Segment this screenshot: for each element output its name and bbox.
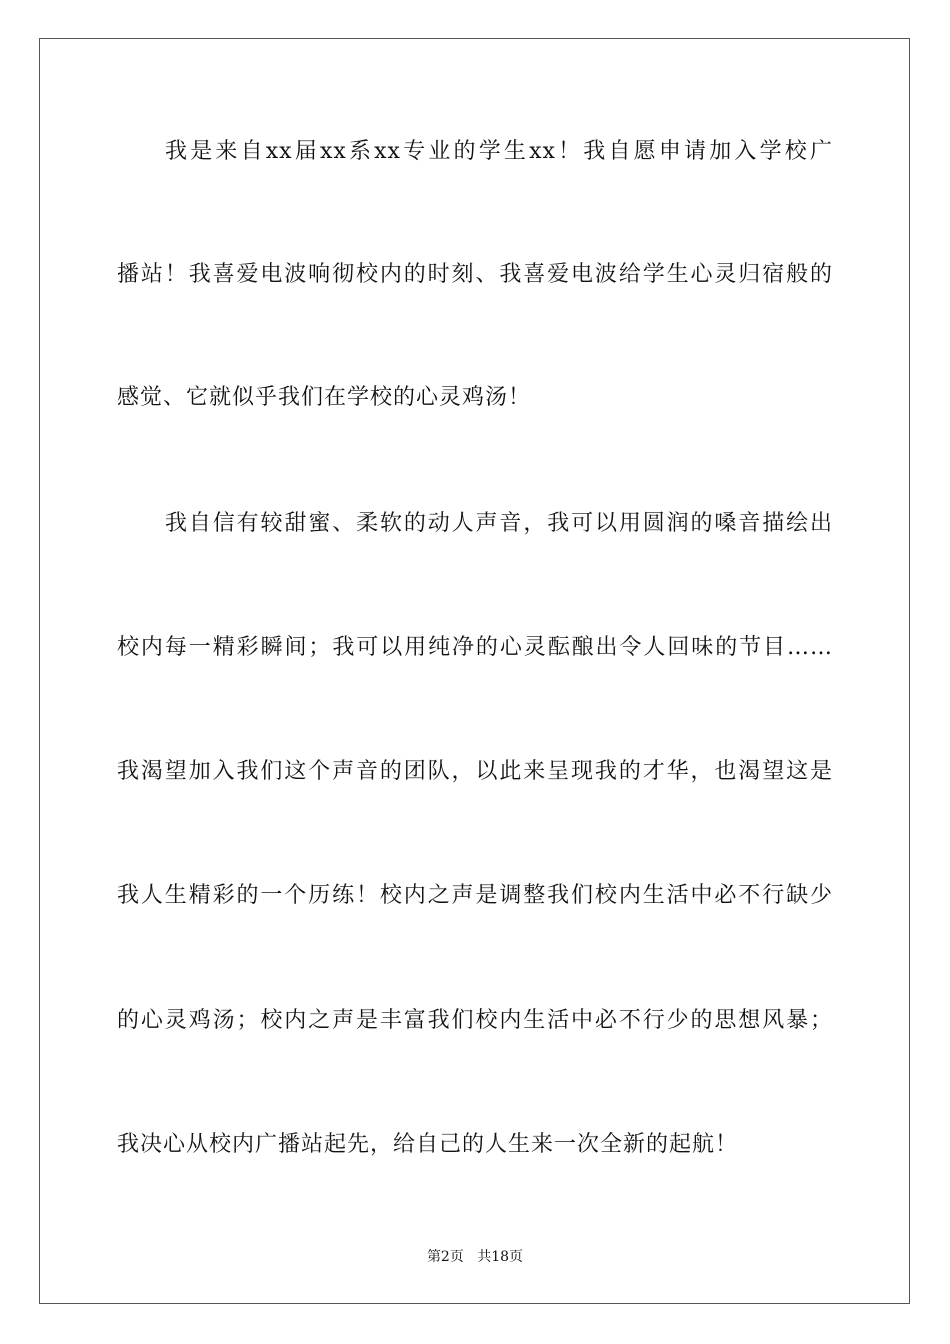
- page-total: 共18页: [477, 1249, 524, 1265]
- paragraph-line: 的心灵鸡汤；校内之声是丰富我们校内生活中必不行少的思想风暴；: [117, 1008, 833, 1033]
- paragraph-line: 播站！我喜爱电波响彻校内的时刻、我喜爱电波给学生心灵归宿般的: [117, 262, 833, 287]
- paragraph-line: 我自信有较甜蜜、柔软的动人声音，我可以用圆润的嗓音描绘出: [165, 511, 833, 536]
- paragraph-line: 我人生精彩的一个历练！校内之声是调整我们校内生活中必不行缺少: [117, 883, 833, 908]
- paragraph-line: 感觉、它就似乎我们在学校的心灵鸡汤！: [117, 385, 532, 410]
- page-border: [39, 38, 910, 1304]
- paragraph-line: 我渴望加入我们这个声音的团队，以此来呈现我的才华，也渴望这是: [117, 759, 833, 784]
- paragraph-line: 我是来自xx届xx系xx专业的学生xx！我自愿申请加入学校广: [165, 139, 833, 164]
- paragraph-line: 校内每一精彩瞬间；我可以用纯净的心灵酝酿出令人回味的节目……: [117, 635, 833, 660]
- page-footer: [0, 1247, 950, 1267]
- page-number: 第2页: [426, 1249, 464, 1265]
- paragraph-line: 我决心从校内广播站起先，给自己的人生来一次全新的起航！: [117, 1132, 739, 1157]
